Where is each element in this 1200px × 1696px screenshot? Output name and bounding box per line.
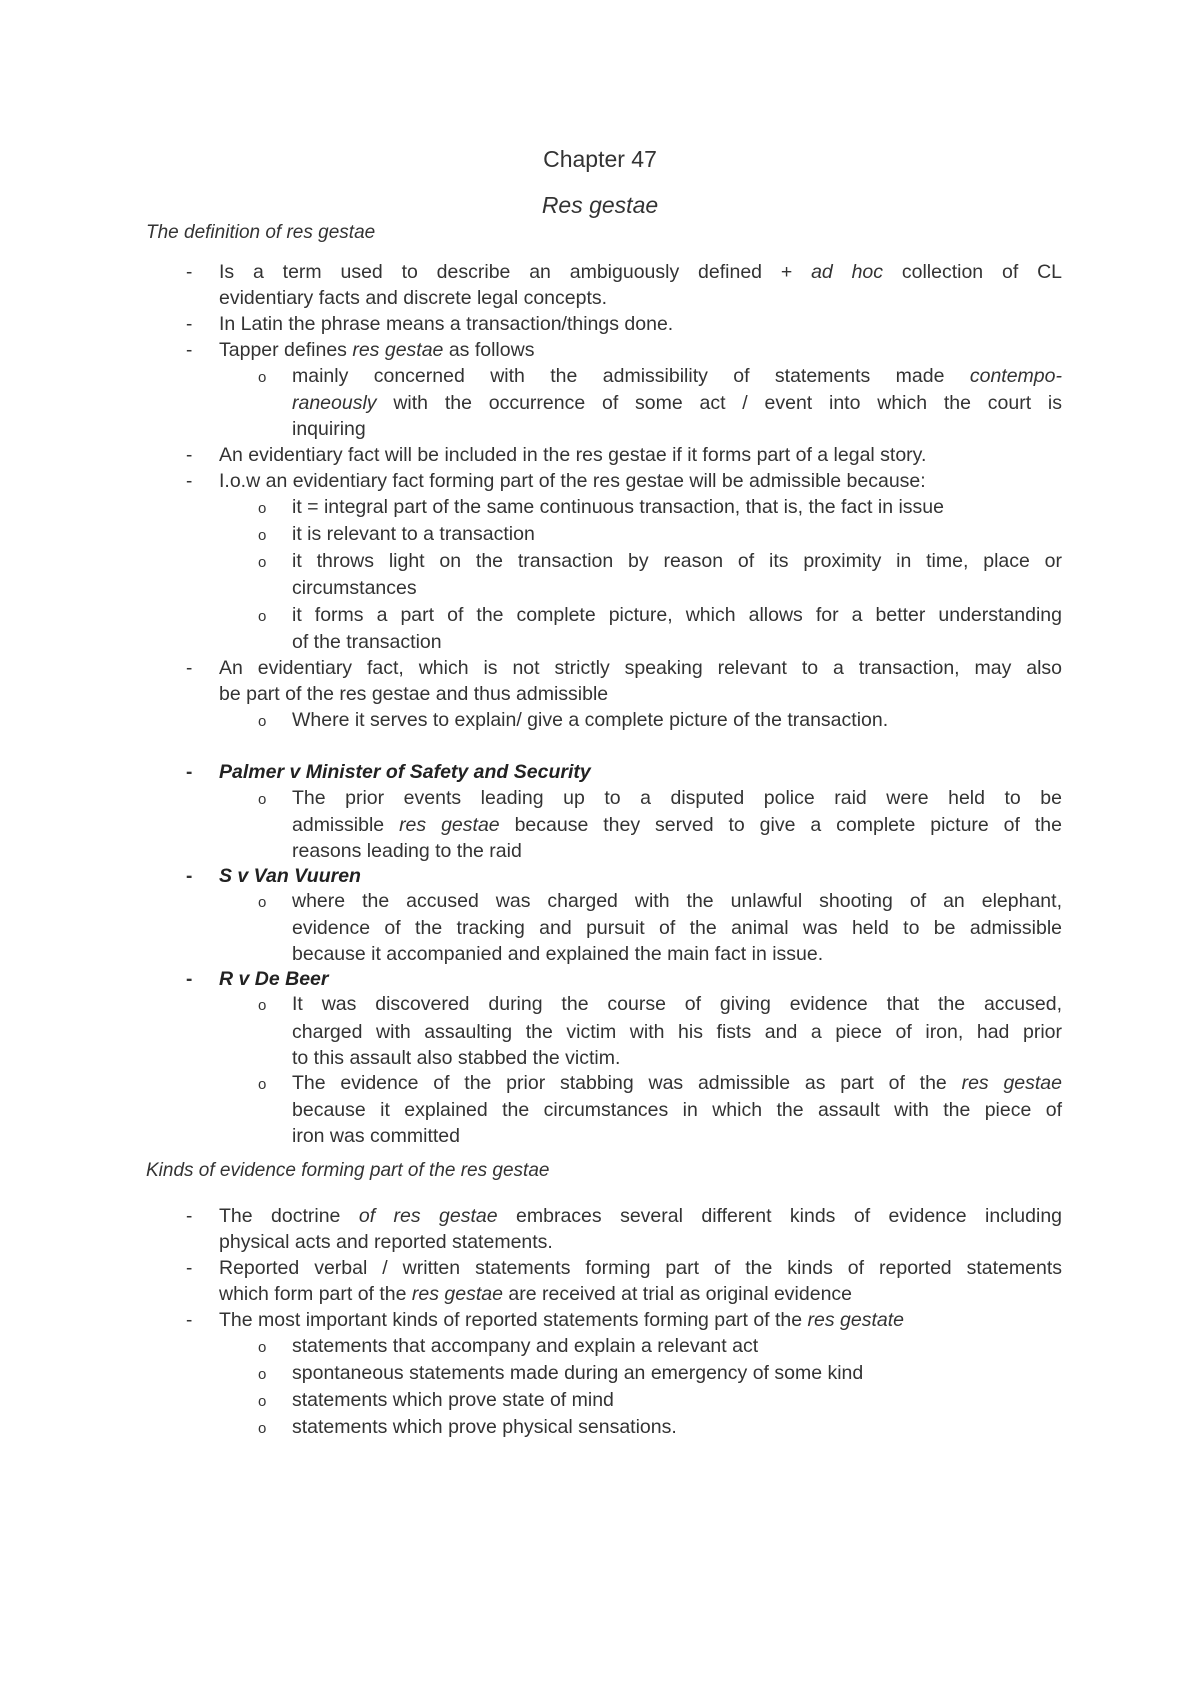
sub-list-item: statements which prove physical sensations. [292,1416,677,1438]
sub-list-item-continuation: iron was committed [292,1125,460,1147]
sub-list-item-continuation: because it explained the circumstances in which the assault with the piece of [292,1099,1062,1121]
sub-list-item: The prior events leading up to a disputed police raid were held to be [292,787,1062,809]
sub-list-item: where the accused was charged with the unlawful shooting of an elephant, [292,890,1062,912]
dash-bullet: - [186,471,193,492]
sub-list-item: mainly concerned with the admissibility of statements made contempo- [292,365,1062,387]
list-item: The doctrine of res gestae embraces several different kinds of evidence including [219,1205,1063,1227]
chapter-title: Chapter 47 [543,146,657,172]
list-item: An evidentiary fact, which is not strictly speaking relevant to a transaction, may also [219,657,1062,679]
dash-bullet: - [186,1206,193,1227]
circle-bullet: o [258,527,267,544]
sub-list-item-continuation: reasons leading to the raid [292,840,522,862]
section-heading-definition: The definition of res gestae [146,222,376,243]
circle-bullet: o [258,1366,267,1383]
dash-bullet: - [186,762,193,783]
sub-list-item-continuation: evidence of the tracking and pursuit of the animal was held to be admissible [292,917,1062,939]
sub-list-item: spontaneous statements made during an emergency of some kind [292,1362,864,1384]
chapter-subtitle: Res gestae [541,192,659,218]
circle-bullet: o [258,500,267,517]
circle-bullet: o [258,554,267,571]
sub-list-item-continuation: to this assault also stabbed the victim. [292,1047,621,1069]
circle-bullet: o [258,997,267,1014]
dash-bullet: - [186,969,193,990]
circle-bullet: o [258,1339,267,1356]
list-item: Tapper defines res gestae as follows [219,339,535,361]
sub-list-item: It was discovered during the course of giving evidence that the accused, [292,993,1062,1015]
list-item: I.o.w an evidentiary fact forming part of the res gestae will be admissible because: [219,470,926,492]
list-item: In Latin the phrase means a transaction/things done. [219,313,674,335]
sub-list-item: statements that accompany and explain a relevant act [292,1335,759,1357]
sub-list-item: Where it serves to explain/ give a complete picture of the transaction. [292,709,889,731]
sub-list-item-continuation: charged with assaulting the victim with his fists and a piece of iron, had prior [292,1021,1062,1043]
circle-bullet: o [258,369,267,386]
sub-list-item: it throws light on the transaction by reason of its proximity in time, place or [292,550,1062,572]
sub-list-item: it = integral part of the same continuous transaction, that is, the fact in issue [292,496,944,518]
sub-list-item: The evidence of the prior stabbing was admissible as part of the res gestae [292,1072,1063,1094]
circle-bullet: o [258,608,267,625]
sub-list-item-continuation: raneously with the occurrence of some act / event into which the court is [292,392,1062,414]
circle-bullet: o [258,713,267,730]
list-item: Is a term used to describe an ambiguously defined + ad hoc collection of CL [219,261,1062,283]
dash-bullet: - [186,866,193,887]
list-item-continuation: which form part of the res gestae are received at trial as original evidence [219,1283,853,1305]
list-item-continuation: evidentiary facts and discrete legal concepts. [219,287,608,309]
sub-list-item: statements which prove state of mind [292,1389,614,1411]
case-name-van-vuuren: S v Van Vuuren [219,865,361,887]
sub-list-item-continuation: because it accompanied and explained the main fact in issue. [292,943,824,965]
section-heading-kinds: Kinds of evidence forming part of the res gestae [146,1160,550,1181]
list-item: The most important kinds of reported statements forming part of the res gestate [219,1309,905,1331]
sub-list-item-continuation: circumstances [292,577,417,599]
sub-list-item: it is relevant to a transaction [292,523,535,545]
list-item-continuation: be part of the res gestae and thus admissible [219,683,609,705]
case-name-palmer: Palmer v Minister of Safety and Security [219,761,591,783]
circle-bullet: o [258,1420,267,1437]
dash-bullet: - [186,262,193,283]
sub-list-item-continuation: inquiring [292,418,366,440]
dash-bullet: - [186,658,193,679]
dash-bullet: - [186,314,193,335]
sub-list-item: it forms a part of the complete picture, which allows for a better understanding [292,604,1062,626]
sub-list-item-continuation: of the transaction [292,631,442,653]
dash-bullet: - [186,445,193,466]
circle-bullet: o [258,1076,267,1093]
case-name-de-beer: R v De Beer [219,968,329,990]
sub-list-item-continuation: admissible res gestae because they served to give a complete picture of the [292,814,1062,836]
list-item: An evidentiary fact will be included in the res gestae if it forms part of a legal story. [219,444,927,466]
dash-bullet: - [186,340,193,361]
list-item: Reported verbal / written statements forming part of the kinds of reported statements [219,1257,1062,1279]
circle-bullet: o [258,894,267,911]
dash-bullet: - [186,1258,193,1279]
circle-bullet: o [258,791,267,808]
dash-bullet: - [186,1310,193,1331]
list-item-continuation: physical acts and reported statements. [219,1231,553,1253]
circle-bullet: o [258,1393,267,1410]
